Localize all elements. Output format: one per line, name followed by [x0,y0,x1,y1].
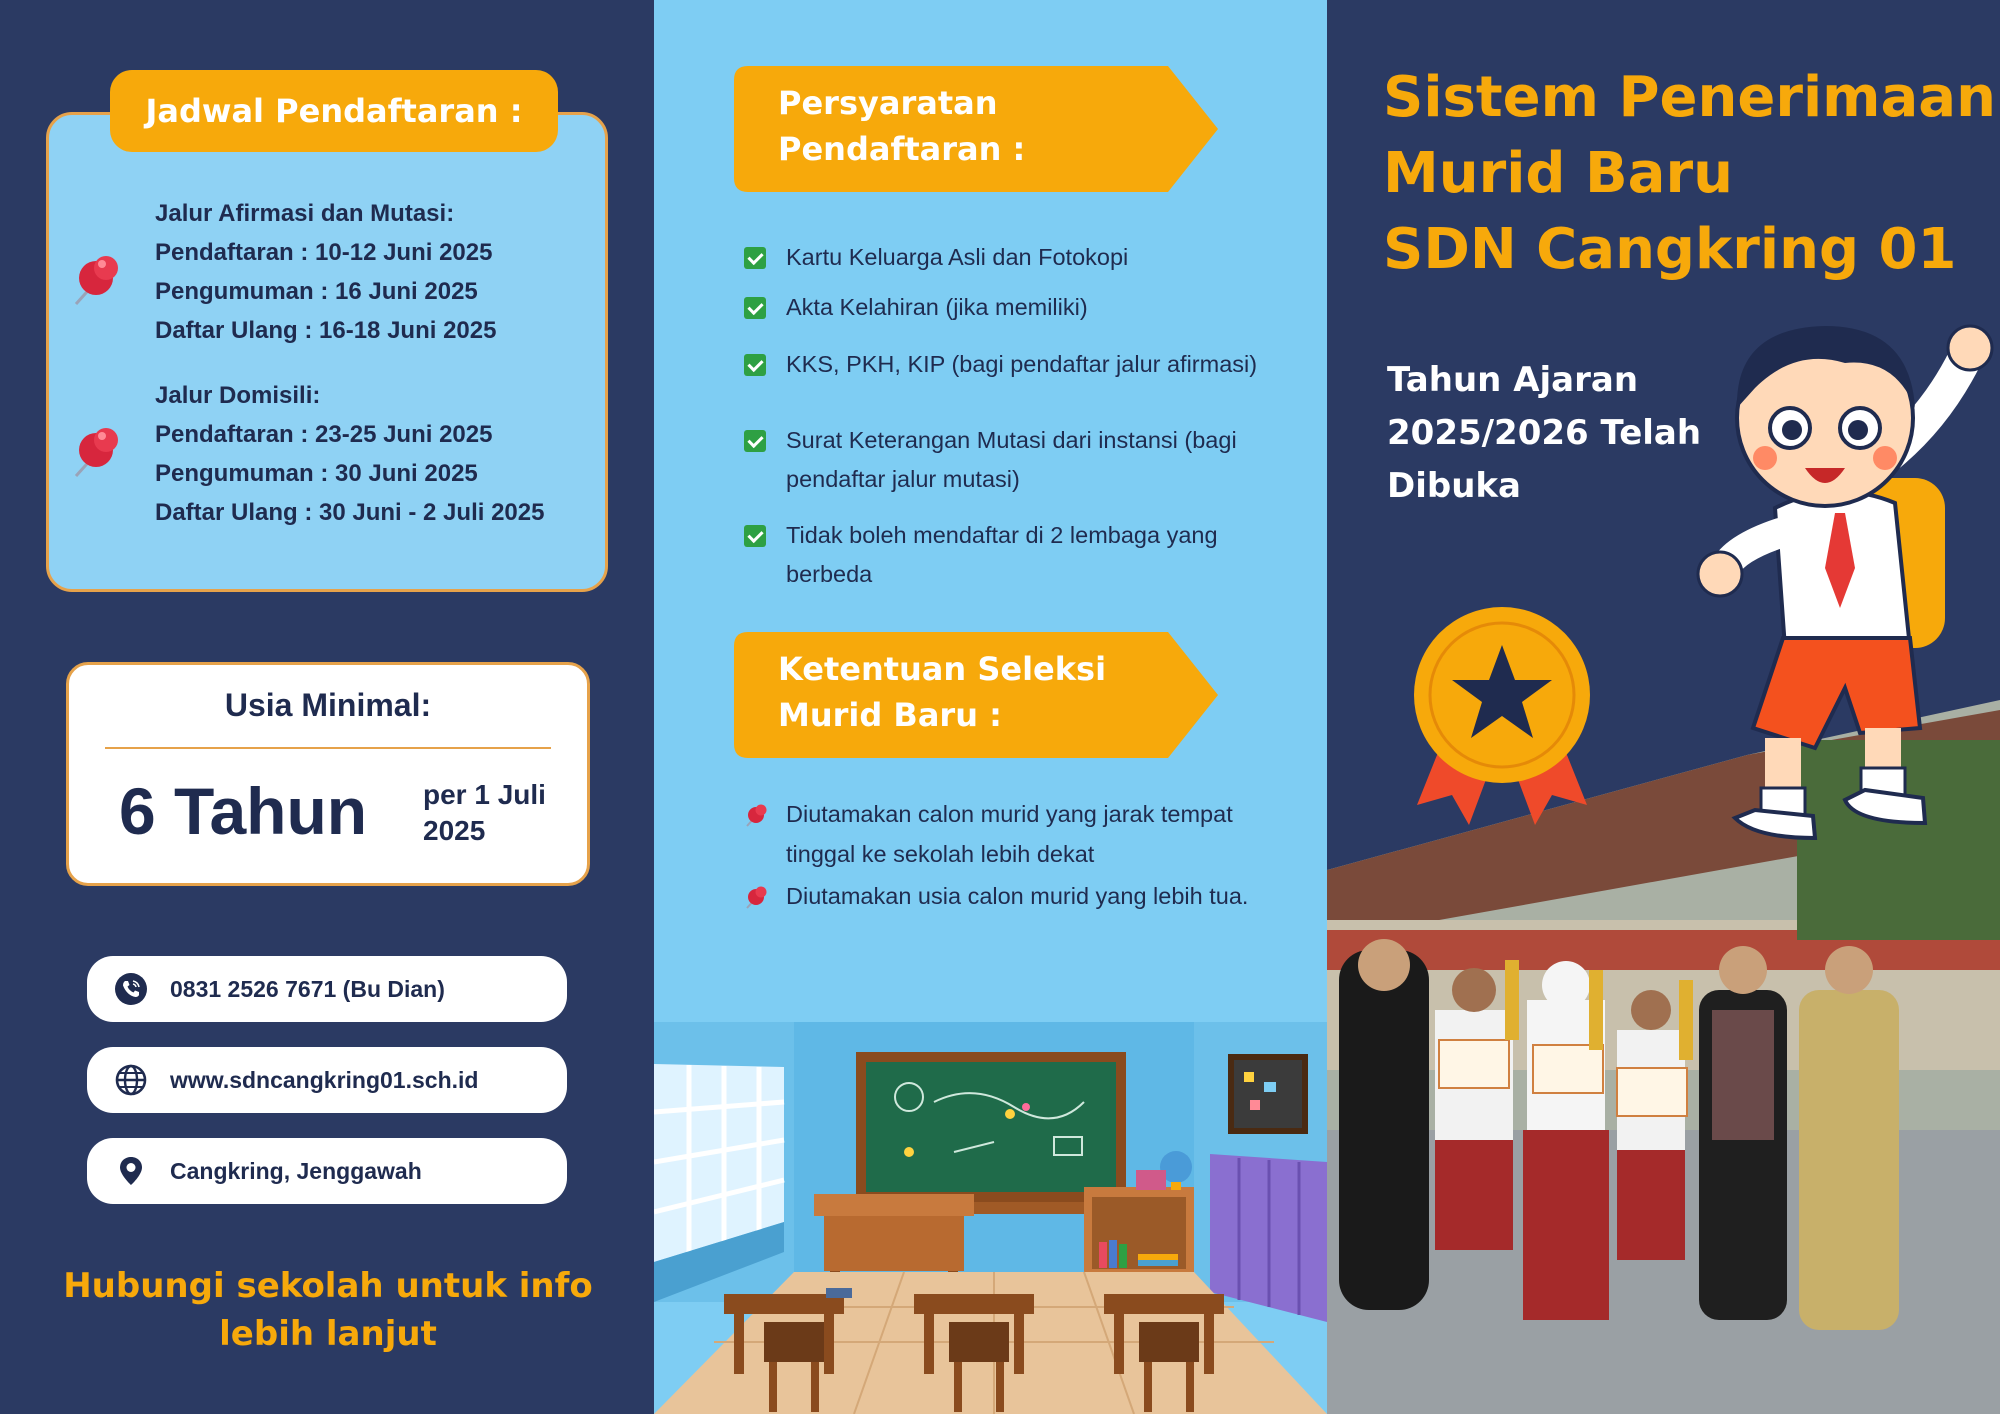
right-panel [1327,0,2000,1414]
pushpin-icon [744,884,770,910]
requirement-text: Tidak boleh mendaftar di 2 lembaga yang berbeda [786,522,1218,587]
contact-location[interactable] [87,1138,567,1204]
checkbox-icon [744,297,766,319]
classroom-illustration [654,1022,1327,1414]
age-value: 6 Tahun [119,774,368,848]
title-line: Sistem Penerimaan [1383,65,1996,130]
selection-text: Diutamakan usia calon murid yang lebih tua. [786,883,1249,909]
schedule-line: Pengumuman : 30 Juni 2025 [155,460,478,487]
schedule-line: Pendaftaran : 23-25 Juni 2025 [155,421,493,448]
contact-website[interactable] [87,1047,567,1113]
location-pin-icon [115,1155,147,1187]
contact-phone[interactable] [87,956,567,1022]
schedule-line: Pengumuman : 16 Juni 2025 [155,278,478,305]
schedule-group-heading: Jalur Domisili: [155,382,321,409]
divider [105,747,551,749]
contact-text: Cangkring, Jenggawah [170,1158,422,1184]
requirement-text: Akta Kelahiran (jika memiliki) [786,294,1088,320]
title-line: Murid Baru [1383,141,1733,206]
contact-text: 0831 2526 7671 (Bu Dian) [170,976,445,1002]
minimum-age-box [66,662,590,886]
selection-title: Ketentuan Seleksi Murid Baru : [778,650,1107,734]
selection-text: Diutamakan calon murid yang jarak tempat tinggal ke sekolah lebih dekat [786,801,1233,867]
checkbox-icon [744,354,766,376]
schedule-line: Daftar Ulang : 30 Juni - 2 Juli 2025 [155,499,545,526]
pushpin-icon [68,420,128,480]
middle-panel [654,0,1327,1414]
requirement-text: Surat Keterangan Mutasi dari instansi (bagi pendaftar jalur mutasi) [786,427,1237,492]
checkbox-icon [744,430,766,452]
age-note: per 1 Juli 2025 [423,779,546,846]
schedule-group-domisili [155,376,615,532]
requirements-banner [734,66,1218,192]
age-label: Usia Minimal: [224,687,432,723]
contact-text: www.sdncangkring01.sch.id [170,1067,479,1093]
requirements-title: Persyaratan Pendaftaran : [778,84,1026,168]
pushpin-icon [68,248,128,308]
selection-banner [734,632,1218,758]
checkbox-icon [744,525,766,547]
student-mascot-illustration [1695,318,2000,870]
academic-year-subtitle: Tahun Ajaran 2025/2026 Telah Dibuka [1387,360,1702,506]
main-title [1383,60,1996,288]
globe-icon [115,1064,147,1096]
title-line: SDN Cangkring 01 [1383,217,1957,282]
phone-icon [115,973,147,1005]
left-panel [0,0,654,1414]
schedule-title: Jadwal Pendaftaran : [110,70,558,152]
medal-icon [1407,600,1597,840]
pushpin-icon [744,802,770,828]
schedule-group-afirmasi [155,194,615,350]
schedule-group-heading: Jalur Afirmasi dan Mutasi: [155,200,455,227]
footer-note: Hubungi sekolah untuk info lebih lanjut [63,1266,593,1354]
schedule-line: Daftar Ulang : 16-18 Juni 2025 [155,317,497,344]
schedule-line: Pendaftaran : 10-12 Juni 2025 [155,239,493,266]
requirement-text: Kartu Keluarga Asli dan Fotokopi [786,244,1129,270]
requirement-text: KKS, PKH, KIP (bagi pendaftar jalur afirmasi) [786,351,1258,377]
checkbox-icon [744,247,766,269]
